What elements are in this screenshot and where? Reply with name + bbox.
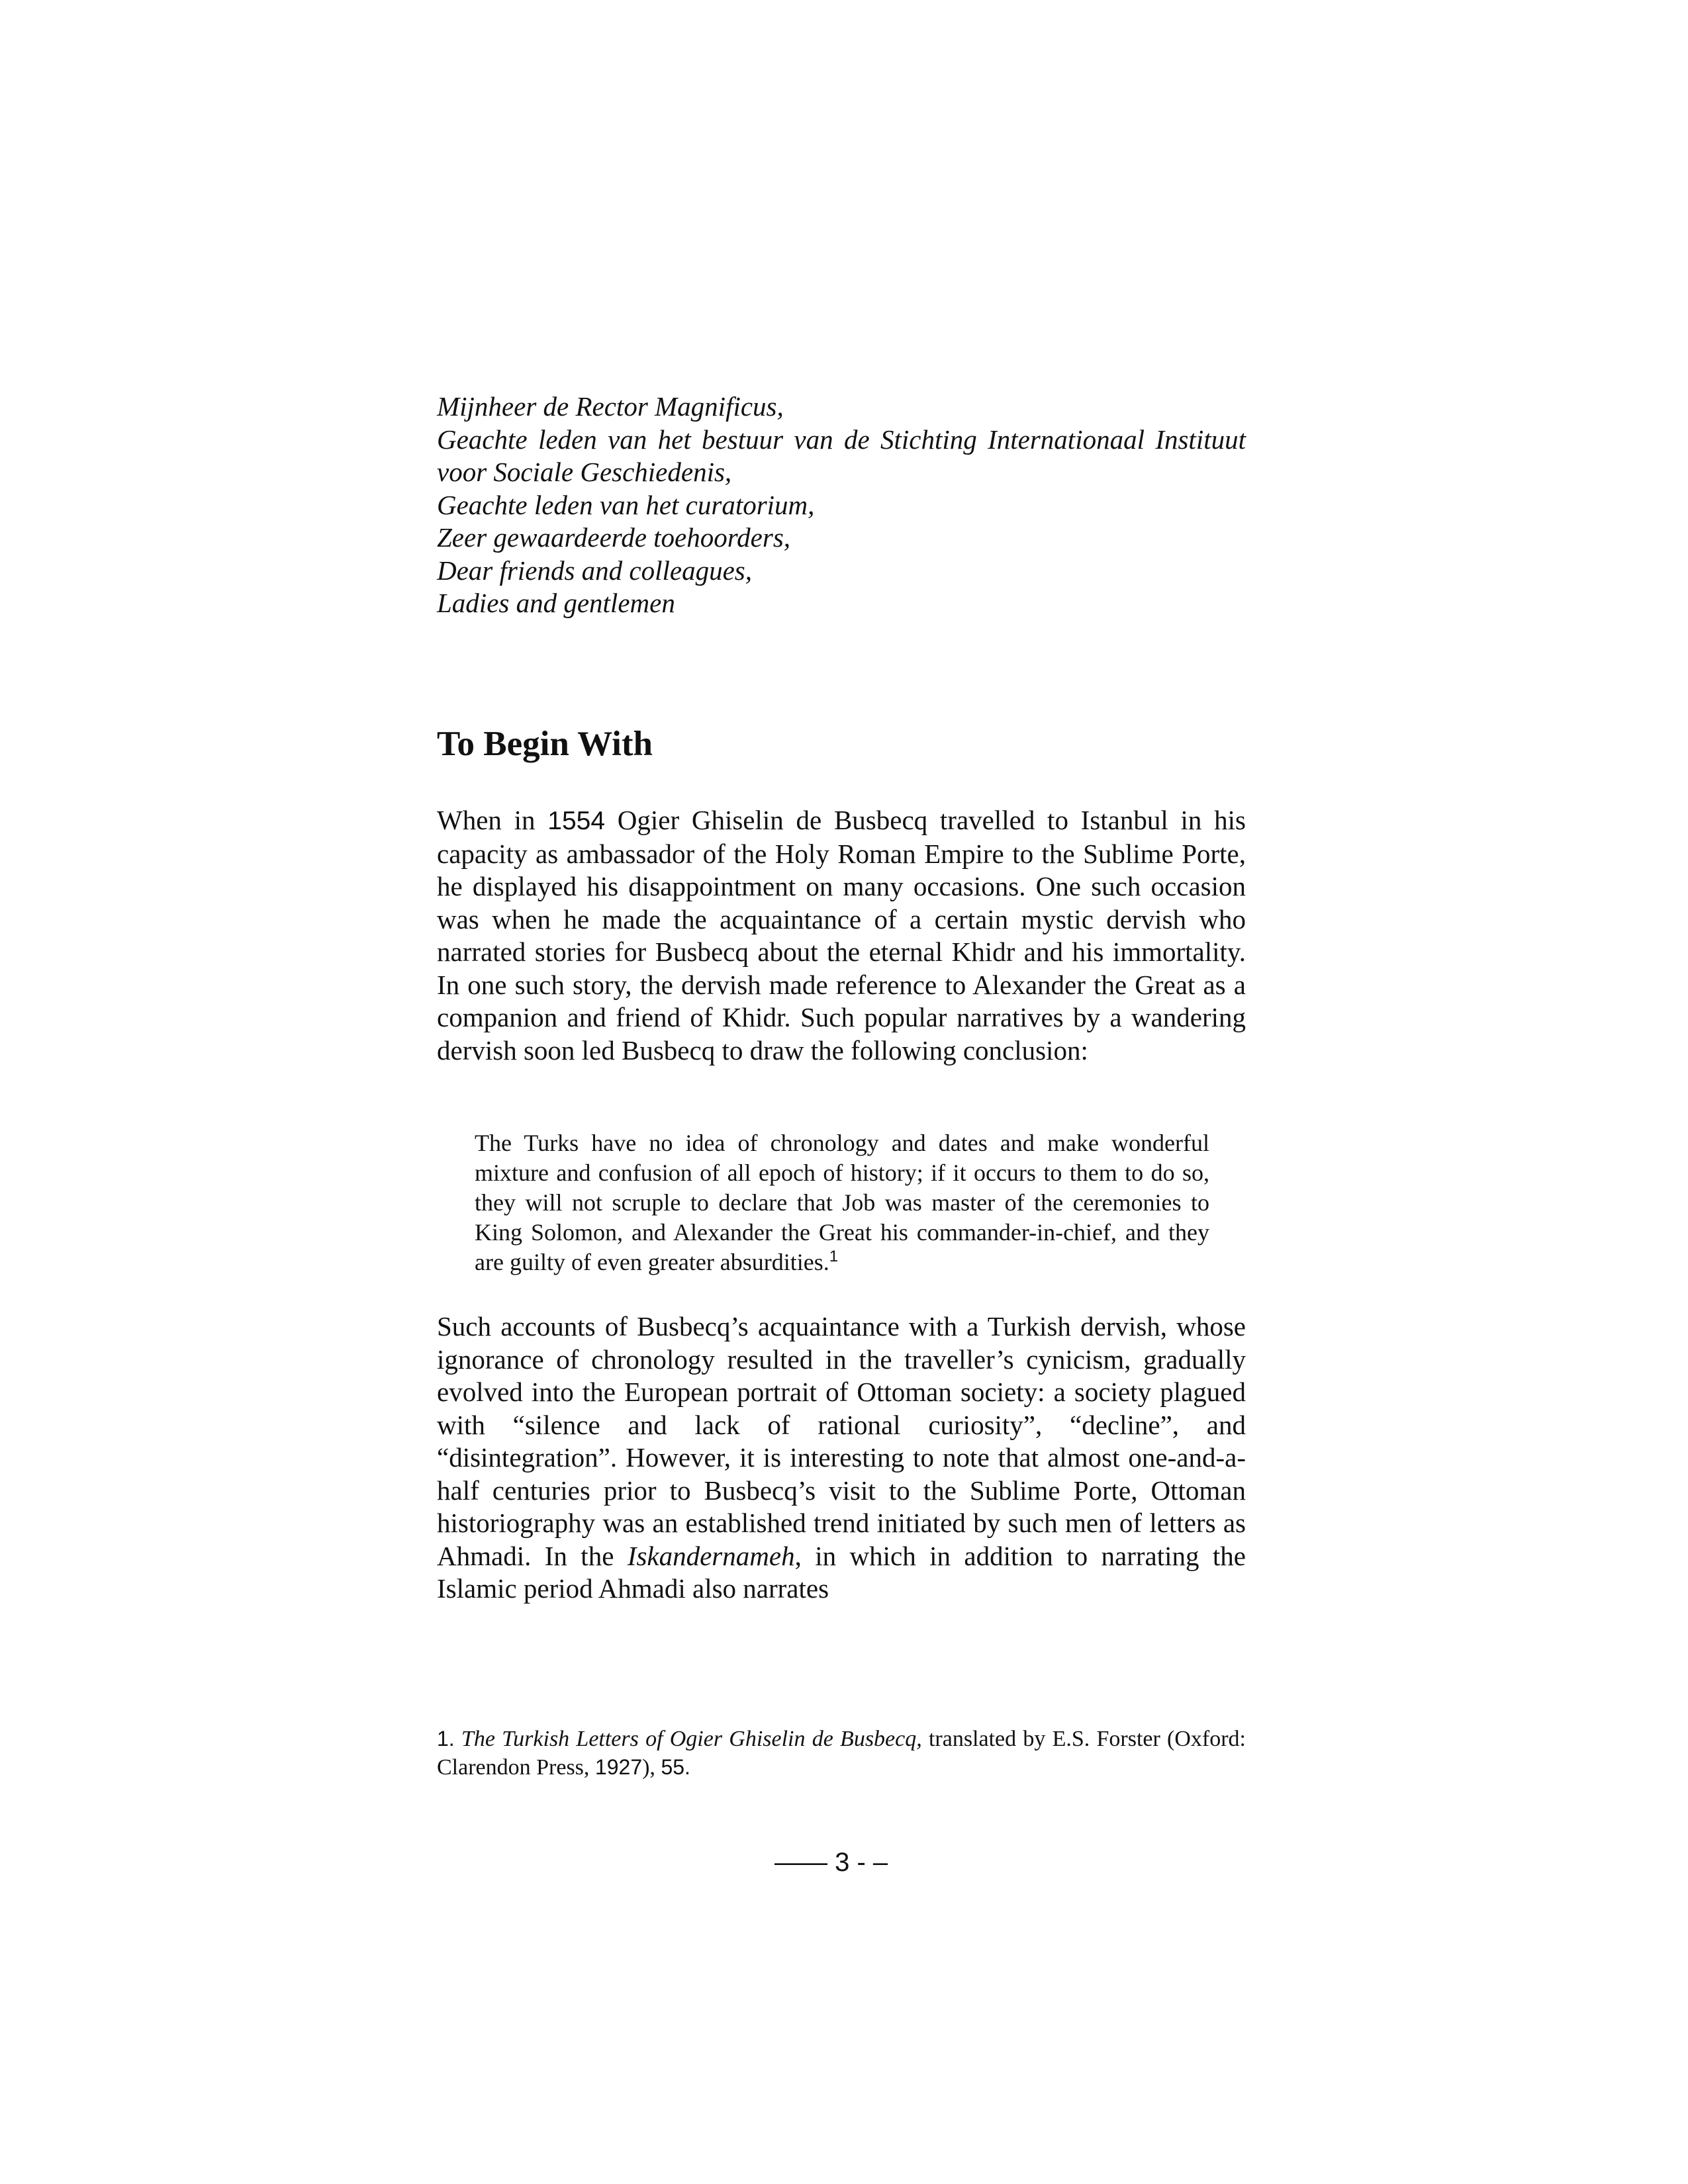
footnote-year: 1927 [594,1755,643,1779]
salutation-line: Dear friends and colleagues, [437,555,752,586]
section-heading: To Begin With [437,725,653,763]
salutation-line: Ladies and gentlemen [437,588,675,618]
salutation-line: Geachte leden van het curatorium, [437,489,815,520]
book-title: Iskandernameh [627,1540,795,1571]
footnote [437,1725,1246,1782]
year-number: 1554 [547,807,606,835]
body-paragraph-2 [437,1310,1246,1606]
body-paragraph-1 [437,804,1246,1067]
footnote-reference: 1 [829,1248,839,1265]
quote-text: The Turks have no idea of chronology and dates and make wonderful mixture and confusion of all epoch of history; if it occurs to them to do so, they will not scruple to declare that Job was master of the ceremonies to King Solomon, and Alexander the Great his commander-in-chief, and they are guilty of even greater absurdities. [475,1130,1209,1275]
footnote-title: The Turkish Letters of Ogier Ghiselin de Busbecq, [461,1727,922,1751]
footnote-text: ), [642,1755,661,1780]
page-number: —— 3 - – [774,1848,888,1877]
block-quote [475,1128,1209,1277]
salutation-line: Geachte leden van het bestuur van de Stichting Internationaal Instituut voor Sociale Geschiedenis, [437,424,1246,487]
salutation-line: Zeer gewaardeerde toehoorders, [437,522,791,553]
paragraph-text: , in which in addition to narrating the Islamic period Ahmadi also narrates [437,1540,1246,1604]
paragraph-text: Such accounts of Busbecq’s acquaintance with a Turkish dervish, whose ignorance of chronology resulted in the traveller’s cynicism, gradually evolved into the European portrait of Ottoman society: a society plagued with “silence and lack of rational curiosity”, “decline”, and “disintegration”. However, it is interesting to note that almost one-and-a-half centuries prior to Busbecq’s visit to the Sublime Porte, Ottoman historiography was an established trend initiated by such men of letters as Ahmadi. In the [437,1311,1246,1571]
salutation-line: Mijnheer de Rector Magnificus, [437,391,784,422]
paragraph-text: When in [437,805,548,835]
paragraph-text: Ogier Ghiselin de Busbecq travelled to Istanbul in his capacity as ambassador of the Holy Roman Empire to the Sublime Porte, he displayed his disappointment on many occasions. One such occasion was when he made the acquaintance of a certain mystic dervish who narrated stories for Busbecq about the eternal Khidr and his immortality. In one such story, the dervish made reference to Alexander the Great as a companion and friend of Khidr. Such popular narratives by a wandering dervish soon led Busbecq to draw the following conclusion: [437,805,1246,1066]
footnote-page: 55. [661,1755,690,1779]
footnote-text: translated by E.S. Forster (Oxford: Clarendon Press, [437,1727,1246,1780]
footnote-number: 1. [437,1727,455,1751]
salutation-block [437,390,1246,620]
